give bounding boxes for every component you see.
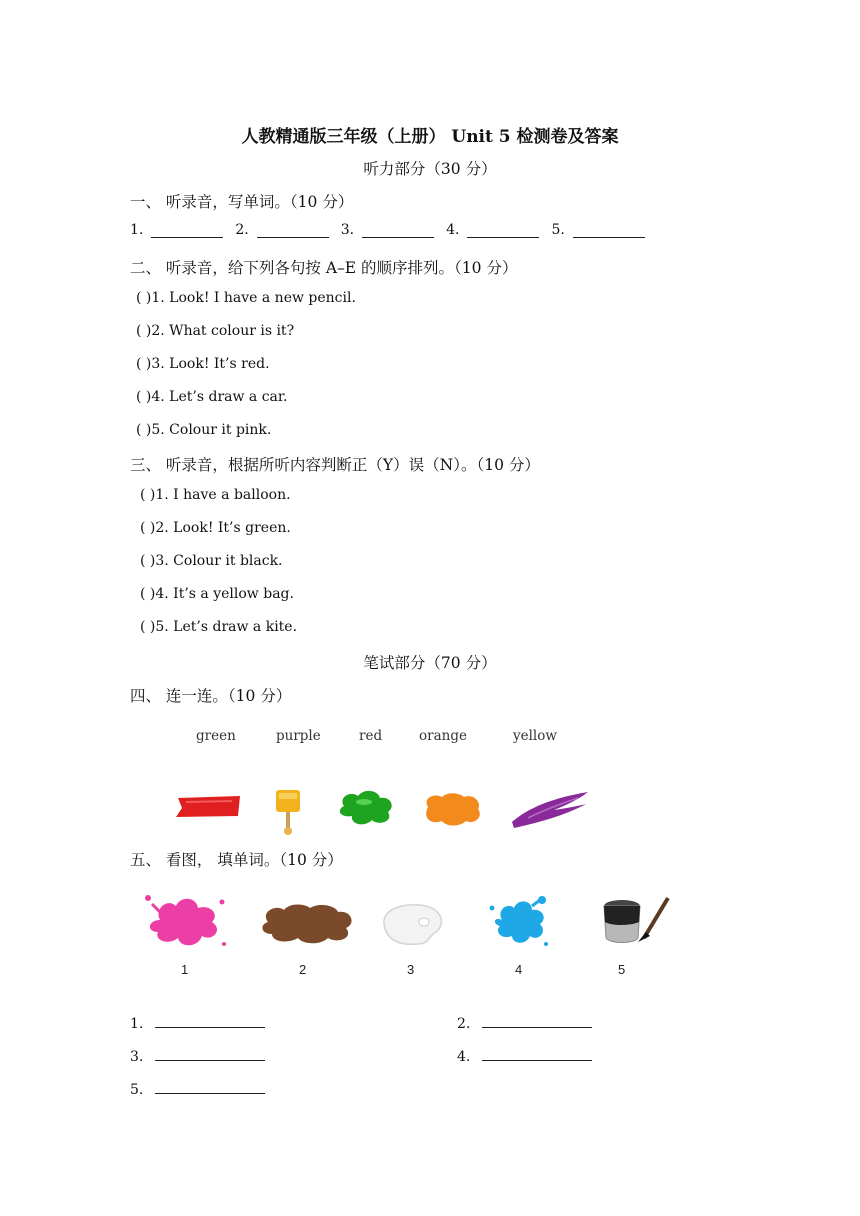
answer-line[interactable]	[257, 223, 329, 238]
answer-paren[interactable]: ( )	[136, 323, 152, 339]
sentence: 4. Let’s draw a car.	[151, 389, 288, 405]
answer-line[interactable]	[467, 223, 539, 238]
sentence: 2. What colour is it?	[151, 323, 295, 339]
fill-number: 2.	[457, 1016, 471, 1032]
word-purple[interactable]: purple	[276, 728, 321, 744]
black-paint-bucket-brush-icon	[600, 892, 676, 948]
fill-blank-2	[457, 1013, 592, 1032]
word-orange[interactable]: orange	[419, 728, 467, 744]
blank-number: 2.	[235, 222, 249, 238]
section4-heading: 四、 连一连。（10 分）	[130, 687, 292, 705]
pink-paint-splash-icon	[140, 890, 228, 952]
writing-part-heading: 笔试部分（70 分）	[363, 654, 497, 672]
section2-item-1	[136, 290, 356, 306]
section3-heading: 三、 听录音，根据所听内容判断正（Y）误（N）。（10 分）	[130, 456, 540, 474]
fill-number: 4.	[457, 1049, 471, 1065]
blank-1	[130, 222, 223, 238]
image-number-3: 3	[407, 962, 415, 977]
sentence: 3. Look! It’s red.	[151, 356, 270, 372]
answer-line[interactable]	[155, 1046, 265, 1061]
answer-paren[interactable]: ( )	[136, 389, 152, 405]
answer-paren[interactable]: ( )	[136, 422, 152, 438]
answer-line[interactable]	[482, 1046, 592, 1061]
answer-paren[interactable]: ( )	[140, 487, 156, 503]
listening-part-heading: 听力部分（30 分）	[363, 160, 497, 178]
section2-item-3	[136, 356, 270, 372]
section2-item-5	[136, 422, 271, 438]
sentence: 3. Colour it black.	[155, 553, 283, 569]
section1-blanks	[130, 222, 657, 238]
answer-paren[interactable]: ( )	[140, 553, 156, 569]
blank-3	[341, 222, 434, 238]
fill-blank-4	[457, 1046, 592, 1065]
blank-5	[551, 222, 644, 238]
fill-number: 3.	[130, 1049, 144, 1065]
section2-item-2	[136, 323, 294, 339]
section1-heading: 一、 听录音，写单词。（10 分）	[130, 193, 354, 211]
image-number-2: 2	[299, 962, 307, 977]
blue-paint-splash-icon	[484, 892, 554, 950]
answer-line[interactable]	[482, 1013, 592, 1028]
fill-blank-3	[130, 1046, 265, 1065]
answer-line[interactable]	[362, 223, 434, 238]
blank-number: 3.	[340, 222, 355, 238]
brown-paint-blob-icon	[258, 902, 356, 944]
section3-item-5	[140, 619, 297, 635]
sentence: 2. Look! It’s green.	[155, 520, 291, 536]
page-title: 人教精通版三年级（上册） Unit 5 检测卷及答案	[241, 127, 619, 147]
word-red[interactable]: red	[359, 728, 383, 744]
sentence: 1. I have a balloon.	[155, 487, 291, 503]
white-palette-icon	[376, 900, 448, 948]
image-number-4: 4	[515, 962, 523, 977]
blank-number: 4.	[446, 222, 460, 238]
purple-paint-stroke-icon[interactable]	[508, 788, 590, 830]
section3-item-2	[140, 520, 291, 536]
section3-item-1	[140, 487, 291, 503]
fill-blank-5	[130, 1079, 265, 1098]
sentence: 4. It’s a yellow bag.	[155, 586, 294, 602]
fill-blank-1	[130, 1013, 265, 1032]
blank-2	[235, 222, 328, 238]
fill-number: 5.	[130, 1082, 144, 1098]
answer-line[interactable]	[155, 1013, 265, 1028]
image-number-1: 1	[181, 962, 189, 977]
section2-heading: 二、 听录音，给下列各句按 A–E 的顺序排列。（10 分）	[130, 259, 518, 277]
green-paint-splash-icon[interactable]	[334, 788, 398, 828]
answer-line[interactable]	[573, 223, 645, 238]
red-paint-stroke-icon[interactable]	[172, 790, 244, 824]
section5-heading: 五、 看图， 填单词。（10 分）	[130, 851, 343, 869]
blank-number: 5.	[551, 222, 565, 238]
word-green[interactable]: green	[196, 728, 236, 744]
image-number-5: 5	[618, 962, 626, 977]
sentence: 1. Look! I have a new pencil.	[151, 290, 356, 306]
blank-4	[446, 222, 539, 238]
answer-paren[interactable]: ( )	[140, 619, 156, 635]
answer-line[interactable]	[151, 223, 223, 238]
section3-item-3	[140, 553, 283, 569]
orange-paint-blob-icon[interactable]	[420, 791, 484, 827]
yellow-paint-roller-icon[interactable]	[272, 788, 304, 836]
sentence: 5. Colour it pink.	[151, 422, 272, 438]
answer-paren[interactable]: ( )	[136, 356, 152, 372]
section3-item-4	[140, 586, 294, 602]
answer-paren[interactable]: ( )	[140, 586, 156, 602]
answer-paren[interactable]: ( )	[136, 290, 152, 306]
blank-number: 1.	[130, 222, 144, 238]
fill-number: 1.	[130, 1016, 144, 1032]
sentence: 5. Let’s draw a kite.	[155, 619, 298, 635]
answer-line[interactable]	[155, 1079, 265, 1094]
section2-item-4	[136, 389, 288, 405]
word-yellow[interactable]: yellow	[513, 728, 557, 744]
answer-paren[interactable]: ( )	[140, 520, 156, 536]
